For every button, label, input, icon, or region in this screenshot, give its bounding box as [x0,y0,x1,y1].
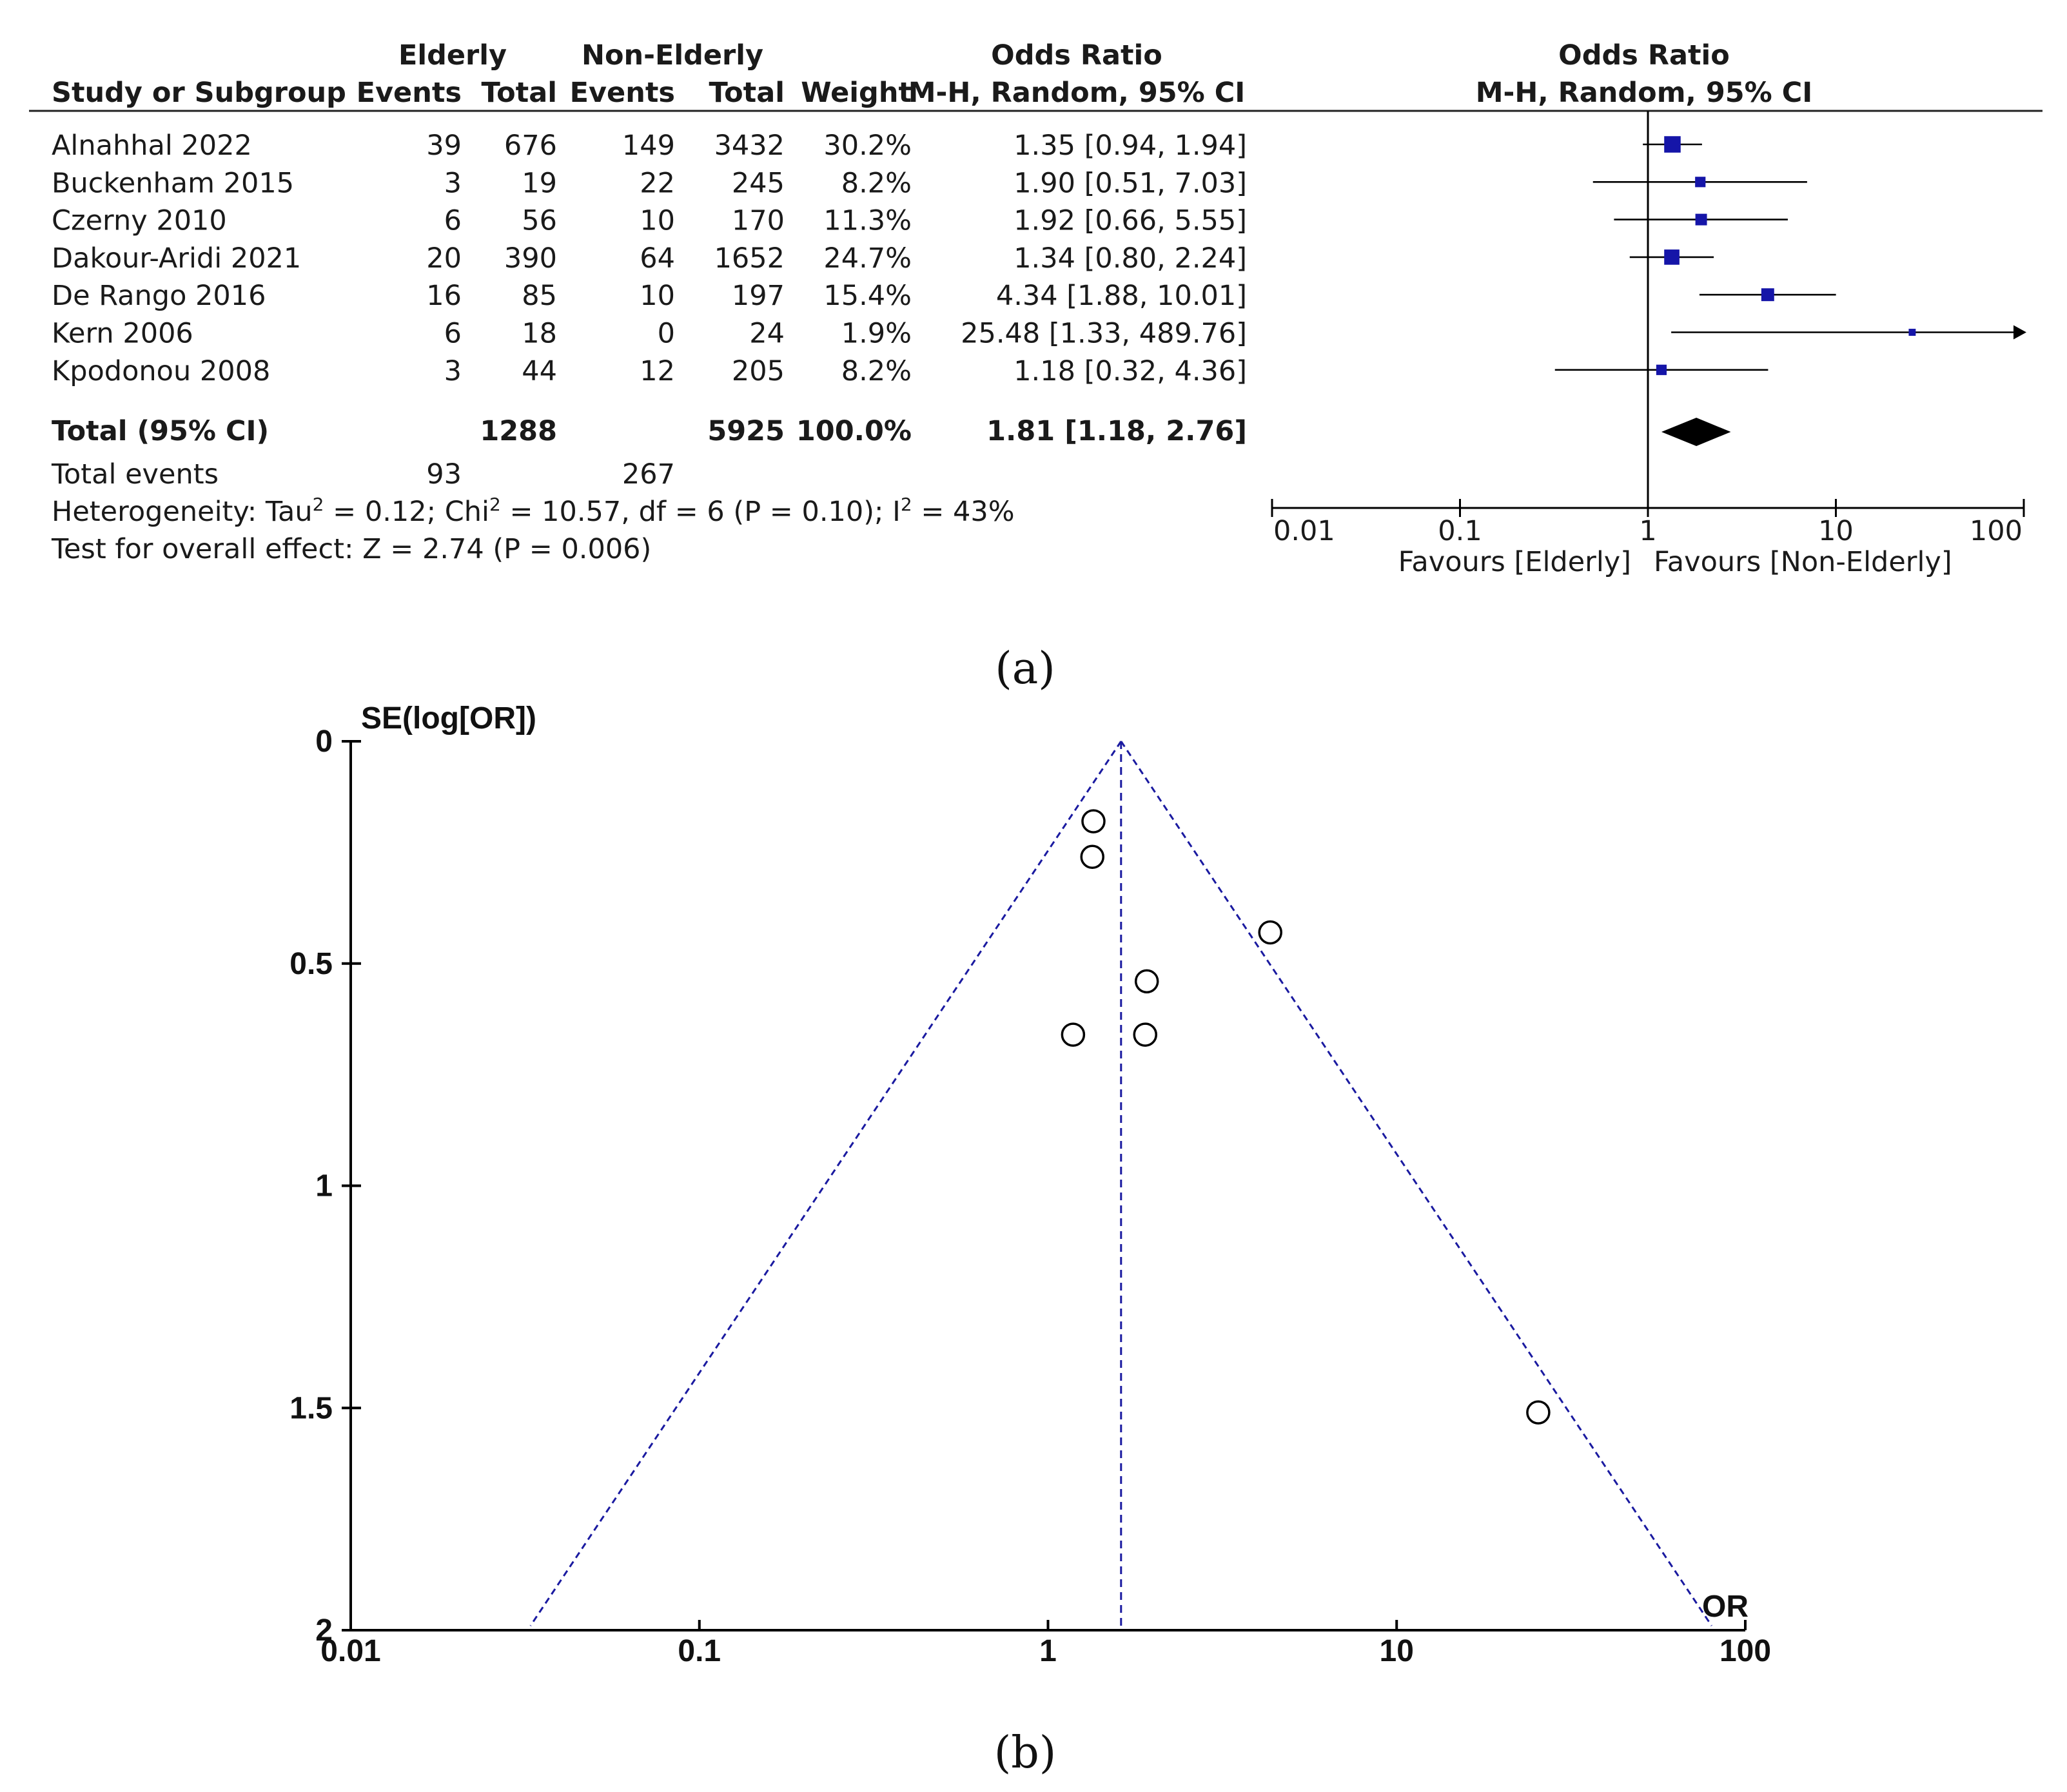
funnel-points [1062,810,1549,1423]
funnel-x-tick-label: 0.01 [320,1634,381,1668]
funnel-point [1259,921,1281,943]
study-square [1761,288,1774,301]
events-elderly: 3 [444,167,462,200]
events-non-elderly: 22 [640,167,675,200]
study-square [1695,177,1705,187]
total-elderly: 1288 [480,415,557,447]
forest-tick-label: 0.01 [1273,515,1335,547]
funnel-x-tick-label: 100 [1719,1634,1772,1668]
funnel-y-tick-label: 2 [315,1613,333,1648]
funnel-point [1081,846,1103,868]
events-elderly: 6 [444,317,462,350]
funnel-y-tick-label: 1 [315,1169,333,1203]
study-square [1656,365,1667,375]
ci-text: 1.92 [0.66, 5.55] [1014,204,1247,237]
study-name: Dakour-Aridi 2021 [52,242,302,275]
ci-text: 1.35 [0.94, 1.94] [1014,130,1247,162]
total-elderly: 44 [522,355,557,387]
funnel-point [1082,810,1104,832]
header-odds-ratio: Odds Ratio [991,39,1162,72]
col-weight: Weight [801,77,912,109]
study-name: Kpodonou 2008 [52,355,271,387]
total-non-elderly: 1652 [714,242,785,275]
weight: 15.4% [823,280,912,313]
ci-text: 4.34 [1.88, 10.01] [995,280,1247,313]
study-square [1696,214,1707,226]
total-elderly: 676 [504,130,557,162]
weight: 8.2% [841,355,912,387]
heterogeneity-text: Heterogeneity: Tau$^2$ = 0.12; Chi$^2$ = 10.57, df = 6 (P = 0.10); $I^2 = 43\%$ [52,493,1015,528]
col-events-non-elderly: Events [569,77,675,109]
col-total-non-elderly: Total [709,77,785,109]
col-study: Study or Subgroup [52,77,346,109]
forest-x-axis [1272,499,2024,547]
col-ci-plot: M-H, Random, 95% CI [1475,77,1813,109]
study-name: Kern 2006 [52,317,193,350]
total-elderly: 85 [522,280,557,313]
overall-effect-text: Test for overall effect: Z = 2.74 (P = 0.006) [52,533,652,565]
study-name: Alnahhal 2022 [52,130,252,162]
events-non-elderly: 64 [640,242,675,275]
forest-tick-label: 0.1 [1438,515,1482,547]
funnel-y-tick-label: 0.5 [289,946,333,981]
ci-text: 1.34 [0.80, 2.24] [1014,242,1247,275]
funnel-point [1134,1024,1156,1046]
total-elderly: 19 [522,167,557,200]
forest-tick-label: 1 [1639,515,1657,547]
study-square [1908,329,1915,336]
events-non-elderly: 0 [657,317,675,350]
total-ci: 1.81 [1.18, 2.76] [986,415,1247,447]
weight: 1.9% [841,317,912,350]
total-events-label: Total events [52,458,219,491]
study-rows [52,130,1247,387]
header-odds-ratio-plot: Odds Ratio [1558,39,1730,72]
funnel-axes [289,725,1771,1668]
ci-arrow [2013,326,2026,340]
funnel-point [1136,970,1158,992]
caption-b: (b) [994,1728,1057,1778]
favours-left: Favours [Elderly] [1398,546,1631,578]
total-weight: 100.0% [796,415,912,447]
total-non-elderly: 3432 [714,130,785,162]
col-ci: M-H, Random, 95% CI [908,77,1246,109]
funnel-x-tick-label: 0.1 [678,1634,721,1668]
funnel-y-tick-label: 1.5 [289,1391,333,1426]
study-square [1664,136,1681,153]
study-name: Buckenham 2015 [52,167,295,200]
favours-right: Favours [Non-Elderly] [1654,546,1952,578]
forest-tick-label: 100 [1969,515,2023,547]
total-elderly: 18 [522,317,557,350]
events-elderly: 39 [426,130,462,162]
events-elderly: 6 [444,204,462,237]
pooled-diamond [1661,418,1731,446]
events-elderly: 20 [426,242,462,275]
header-non-elderly: Non-Elderly [581,39,764,72]
forest-plot-area [1555,111,2026,508]
total-non-elderly: 170 [731,204,785,237]
study-name: Czerny 2010 [52,204,227,237]
weight: 30.2% [823,130,912,162]
study-name: De Rango 2016 [52,280,266,313]
total-elderly: 390 [504,242,557,275]
total-non-elderly: 205 [731,355,785,387]
weight: 11.3% [823,204,912,237]
funnel-x-tick-label: 10 [1379,1634,1414,1668]
events-non-elderly: 12 [640,355,675,387]
total-non-elderly: 245 [731,167,785,200]
funnel-panel [289,701,1771,1778]
events-non-elderly: 10 [640,280,675,313]
events-non-elderly: 10 [640,204,675,237]
funnel-y-tick-label: 0 [315,725,333,759]
total-label: Total (95% CI) [52,415,269,447]
total-non-elderly: 5925 [707,415,785,447]
study-square [1664,249,1680,265]
funnel-x-tick-label: 1 [1039,1634,1057,1668]
forest-panel [29,39,2043,694]
ci-text: 25.48 [1.33, 489.76] [961,317,1247,350]
total-non-elderly: 24 [749,317,785,350]
col-total-elderly: Total [481,77,557,109]
funnel-left-boundary [531,741,1121,1626]
ci-text: 1.90 [0.51, 7.03] [1014,167,1247,200]
funnel-y-label: SE(log[OR]) [361,701,536,735]
col-events-elderly: Events [356,77,462,109]
ci-text: 1.18 [0.32, 4.36] [1014,355,1247,387]
events-non-elderly: 149 [622,130,675,162]
events-elderly: 16 [426,280,462,313]
events-elderly: 3 [444,355,462,387]
header-elderly: Elderly [398,39,507,72]
funnel-point [1527,1401,1549,1423]
weight: 8.2% [841,167,912,200]
total-elderly: 56 [522,204,557,237]
weight: 24.7% [823,242,912,275]
funnel-point [1062,1024,1084,1046]
total-events-elderly: 93 [426,458,462,491]
funnel-right-boundary [1121,741,1712,1626]
funnel-lines [531,741,1712,1630]
caption-a: (a) [995,643,1055,694]
total-non-elderly: 197 [731,280,785,313]
forest-tick-label: 10 [1818,515,1854,547]
total-events-non-elderly: 267 [622,458,675,491]
funnel-x-label: OR [1702,1590,1749,1624]
